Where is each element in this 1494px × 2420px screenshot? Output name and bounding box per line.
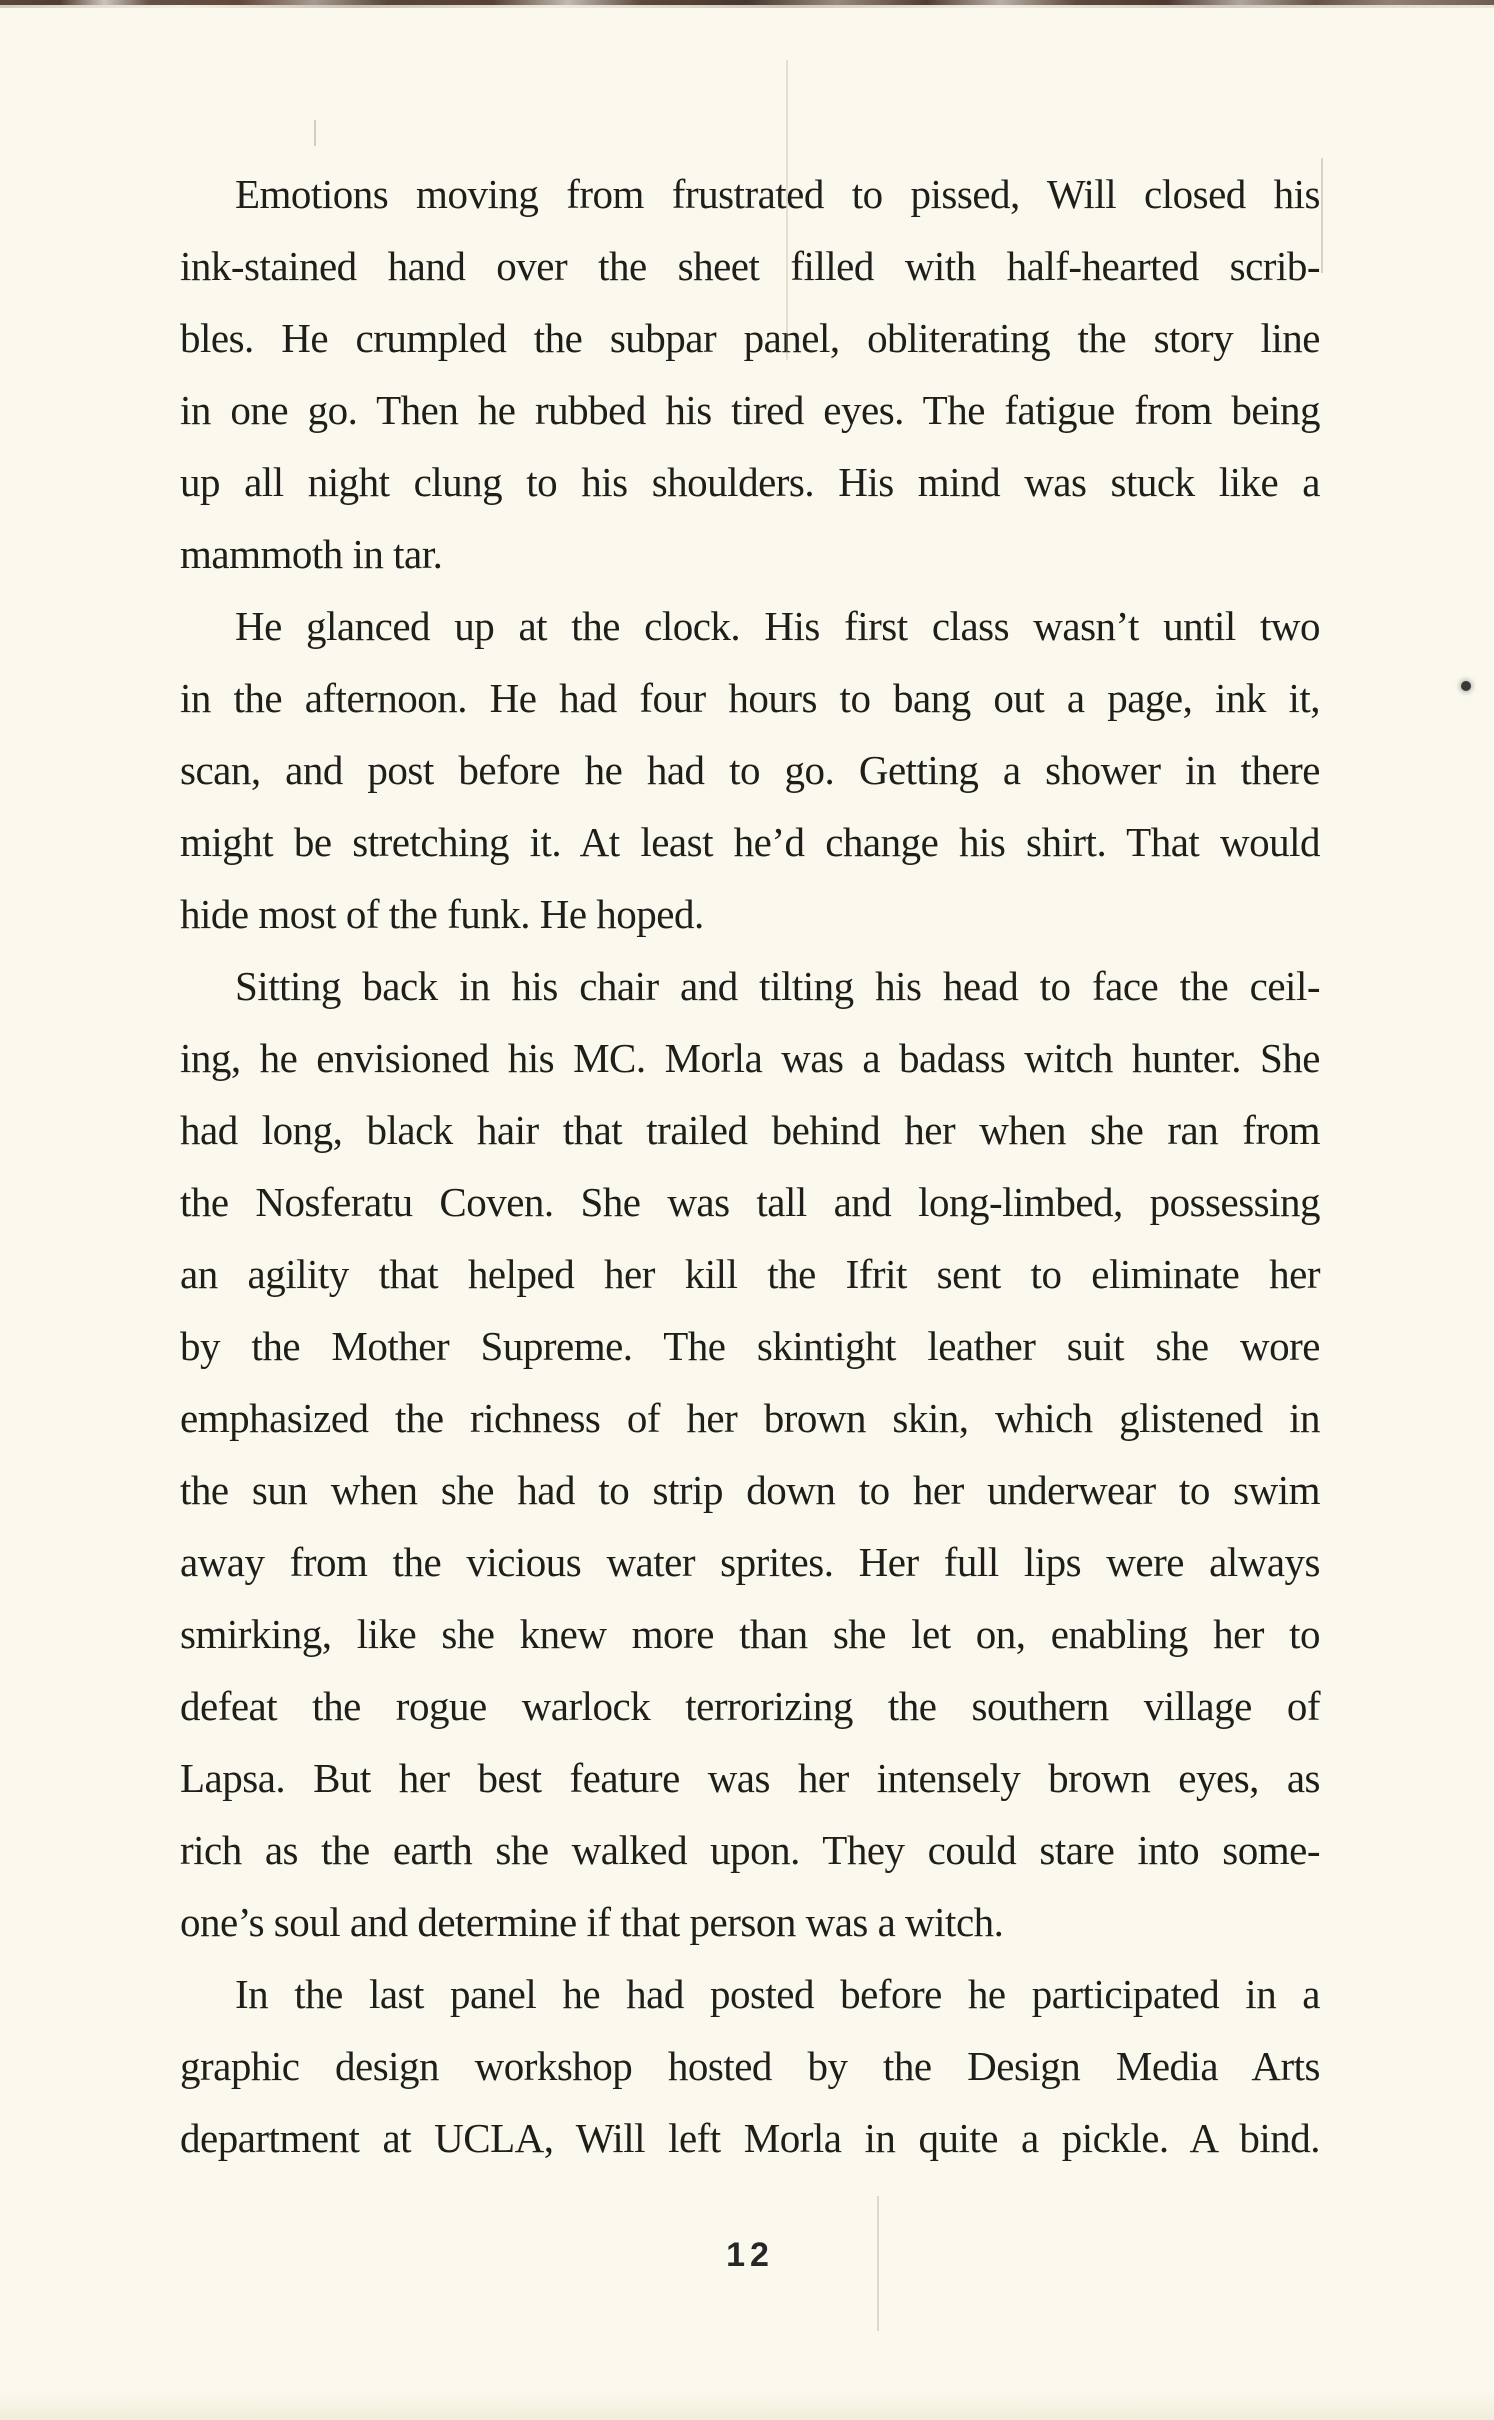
text-line: the Nosferatu Coven. She was tall and long-limbed, possessing — [180, 1179, 1320, 1225]
text-line: up all night clung to his shoulders. His mind was stuck like a — [180, 459, 1320, 505]
text-line: the sun when she had to strip down to her underwear to swim — [180, 1467, 1320, 1513]
text-line: emphasized the richness of her brown skin, which glistened in — [180, 1395, 1320, 1441]
text-line: He glanced up at the clock. His first class wasn’t until two — [235, 603, 1320, 649]
text-line: by the Mother Supreme. The skintight leather suit she wore — [180, 1323, 1320, 1369]
text-line: rich as the earth she walked upon. They could stare into some- — [180, 1827, 1320, 1873]
text-line: Emotions moving from frustrated to pissed, Will closed his — [235, 171, 1320, 217]
text-line: ing, he envisioned his MC. Morla was a badass witch hunter. She — [180, 1035, 1320, 1081]
text-line: might be stretching it. At least he’d change his shirt. That would — [180, 819, 1320, 865]
text-line: hide most of the funk. He hoped. — [180, 891, 704, 937]
text-line: department at UCLA, Will left Morla in quite a pickle. A bind. — [180, 2115, 1320, 2161]
text-line: defeat the rogue warlock terrorizing the southern village of — [180, 1683, 1320, 1729]
text-line: Sitting back in his chair and tilting his head to face the ceil- — [235, 963, 1320, 1009]
scan-edge-artifact-secondary — [0, 5, 1494, 8]
text-line: away from the vicious water sprites. Her full lips were always — [180, 1539, 1320, 1585]
scan-artifact-line — [1321, 158, 1323, 273]
text-line: had long, black hair that trailed behind her when she ran from — [180, 1107, 1320, 1153]
scan-artifact-tick — [314, 120, 316, 146]
body-text — [180, 158, 1320, 2174]
text-line: scan, and post before he had to go. Getting a shower in there — [180, 747, 1320, 793]
text-line: graphic design workshop hosted by the Design Media Arts — [180, 2043, 1320, 2089]
text-line: an agility that helped her kill the Ifrit sent to eliminate her — [180, 1251, 1320, 1297]
scan-artifact-speck — [1461, 681, 1471, 691]
text-line: mammoth in tar. — [180, 531, 443, 577]
text-line: Lapsa. But her best feature was her intensely brown eyes, as — [180, 1755, 1320, 1801]
text-line: one’s soul and determine if that person was a witch. — [180, 1899, 1004, 1945]
text-line: ink-stained hand over the sheet filled with half-hearted scrib- — [180, 243, 1320, 289]
text-line: in the afternoon. He had four hours to bang out a page, ink it, — [180, 675, 1320, 721]
text-line: In the last panel he had posted before he participated in a — [235, 1971, 1320, 2017]
scan-bottom-shade — [0, 2390, 1494, 2420]
text-line: in one go. Then he rubbed his tired eyes. The fatigue from being — [180, 387, 1320, 433]
page-number: 12 — [726, 2236, 774, 2274]
text-line: smirking, like she knew more than she let on, enabling her to — [180, 1611, 1320, 1657]
text-line: bles. He crumpled the subpar panel, obliterating the story line — [180, 315, 1320, 361]
